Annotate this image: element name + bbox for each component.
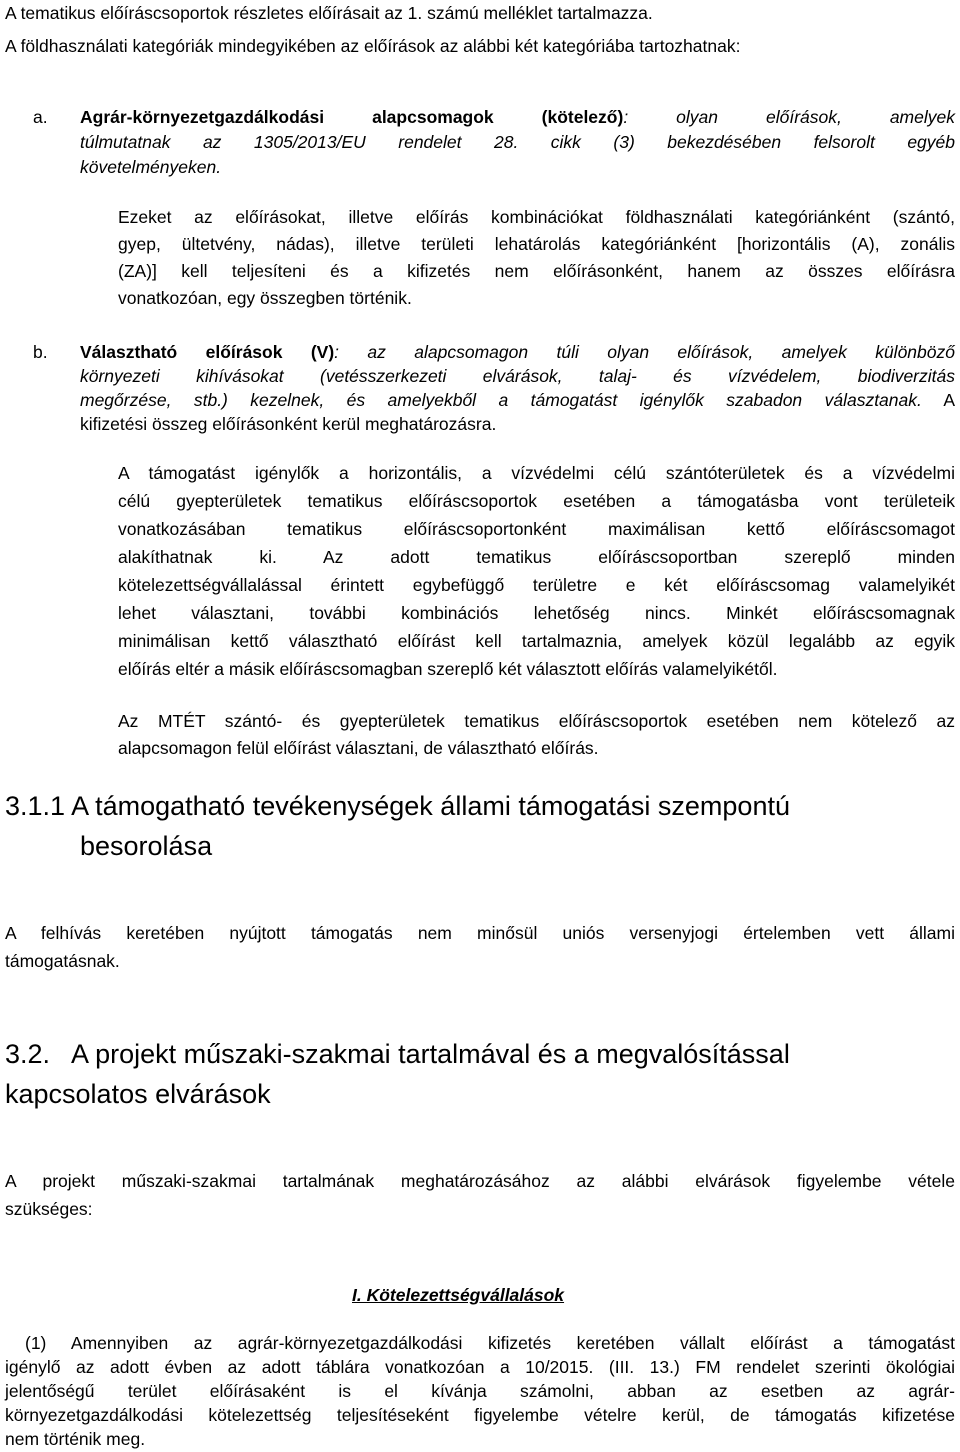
section-311-heading-line-2: besorolása xyxy=(80,831,213,861)
item-b-italic-1: az alapcsomagon túli olyan előírások, amelyek különböző xyxy=(339,342,955,362)
item-a-marker: a. xyxy=(33,107,48,127)
item-b-line-3 xyxy=(80,389,955,412)
item-b-italic-3: megőrzése, stb.) kezelnek, és amelyekből a támogatást igénylők szabadon választanak. xyxy=(80,390,922,410)
item-a-para-line-2: gyep, ültetvény, nádas), illetve területi lehatárolás kategóriánként [horizontális (A), zonális xyxy=(118,234,955,254)
section-311-text-line-2: támogatásnak. xyxy=(5,951,120,971)
item-b-line-2: környezeti kihívásokat (vetésszerkezeti elvárások, talaj- és vízvédelem, biodiverzitás xyxy=(80,366,955,386)
obligations-item-line-1 xyxy=(5,1332,955,1355)
item-b-para1-line-8: előírás eltér a másik előíráscsomagban szereplő két választott előírás valamelyikétől. xyxy=(118,659,778,679)
obligations-item-text-1: (1) Amennyiben az agrár-környezetgazdálkodási kifizetés keretében vállalt előírást a támogatást xyxy=(25,1333,955,1353)
item-b-para1-line-1: A támogatást igénylők a horizontális, a vízvédelmi célú szántóterületek és a vízvédelmi xyxy=(118,463,955,483)
intro-line-1: A tematikus előíráscsoportok részletes előírásait az 1. számú melléklet tartalmazza. xyxy=(5,3,653,23)
obligations-item-line-4: környezetgazdálkodási kötelezettség teljesítéseként figyelembe vételre kerül, de támogatás kifizetése xyxy=(5,1405,955,1425)
item-b-marker: b. xyxy=(33,342,48,362)
section-32-heading-line-1: 3.2. A projekt műszaki-szakmai tartalmával és a megvalósítással xyxy=(5,1039,790,1069)
intro-line-2: A földhasználati kategóriák mindegyikében az előírások az alábbi két kategóriába tartozhatnak: xyxy=(5,36,741,56)
obligations-title: I. Kötelezettségvállalások xyxy=(352,1285,565,1305)
item-b-para2-line-2: alapcsomagon felül előírást választani, de választható előírás. xyxy=(118,738,599,758)
item-b-line-3-tail: A xyxy=(921,390,956,410)
item-b-para1-line-7: minimálisan kettő választható előírást kell tartalmaznia, amelyek közül legalább az egyik xyxy=(118,631,955,651)
section-32-text-line-1: A projekt műszaki-szakmai tartalmának meghatározásához az alábbi elvárások figyelembe vétele xyxy=(5,1171,955,1191)
item-b-colon: : xyxy=(334,342,340,362)
section-311-heading-line-1: 3.1.1 A támogatható tevékenységek állami támogatási szempontú xyxy=(5,791,790,821)
obligations-item-line-2: igénylő az adott évben az adott táblára vonatkozóan a 10/2015. (III. 13.) FM rendelet szerinti ökológiai xyxy=(5,1357,955,1377)
item-a-colon: : xyxy=(623,107,629,127)
item-a-line-1 xyxy=(80,106,955,129)
item-a-para-line-3: (ZA)] kell teljesíteni és a kifizetés nem előírásonként, hanem az összes előírásra xyxy=(118,261,955,281)
item-b-line-4: kifizetési összeg előírásonként kerül meghatározásra. xyxy=(80,414,497,434)
section-311-text-line-1: A felhívás keretében nyújtott támogatás nem minősül uniós versenyjogi értelemben vett állami xyxy=(5,923,955,943)
item-b-para1-line-4: alakíthatnak ki. Az adott tematikus előíráscsoportban szereplő minden xyxy=(118,547,955,567)
item-b-line-1 xyxy=(80,341,955,364)
item-a-para-line-4: vonatkozóan, egy összegben történik. xyxy=(118,288,412,308)
item-b-para1-line-6: lehet választani, további kombinációs lehetőség nincs. Minkét előíráscsomagnak xyxy=(118,603,955,623)
section-32-text-line-2: szükséges: xyxy=(5,1199,93,1219)
item-a-para-line-1: Ezeket az előírásokat, illetve előírás kombinációkat földhasználati kategóriánként (szántó, xyxy=(118,207,955,227)
item-a-title: Agrár-környezetgazdálkodási alapcsomagok (kötelező) xyxy=(80,107,624,127)
item-a-line-2: túlmutatnak az 1305/2013/EU rendelet 28. cikk (3) bekezdésében felsorolt egyéb xyxy=(80,132,955,152)
obligations-item-line-5: nem történik meg. xyxy=(5,1429,146,1449)
item-a-italic-1: olyan előírások, amelyek xyxy=(628,107,955,127)
item-b-para1-line-3: vonatkozásában tematikus előíráscsoportonként maximálisan kettő előíráscsomagot xyxy=(118,519,955,539)
item-b-title: Választható előírások (V) xyxy=(80,342,335,362)
item-b-para1-line-2: célú gyepterületek tematikus előíráscsoportok esetében a támogatásba vont területeik xyxy=(118,491,955,511)
item-b-para2-line-1: Az MTÉT szántó- és gyepterületek tematikus előíráscsoportok esetében nem kötelező az xyxy=(118,711,955,731)
item-a-line-3: követelményeken. xyxy=(80,157,222,177)
obligations-item-line-3: jelentőségű terület előírásaként is el kívánja számolni, abban az esetben az agrár- xyxy=(5,1381,955,1401)
item-b-para1-line-5: kötelezettségvállalással érintett egybefüggő területre e két előíráscsomag valamelyikét xyxy=(118,575,955,595)
section-32-heading-line-2: kapcsolatos elvárások xyxy=(5,1079,271,1109)
